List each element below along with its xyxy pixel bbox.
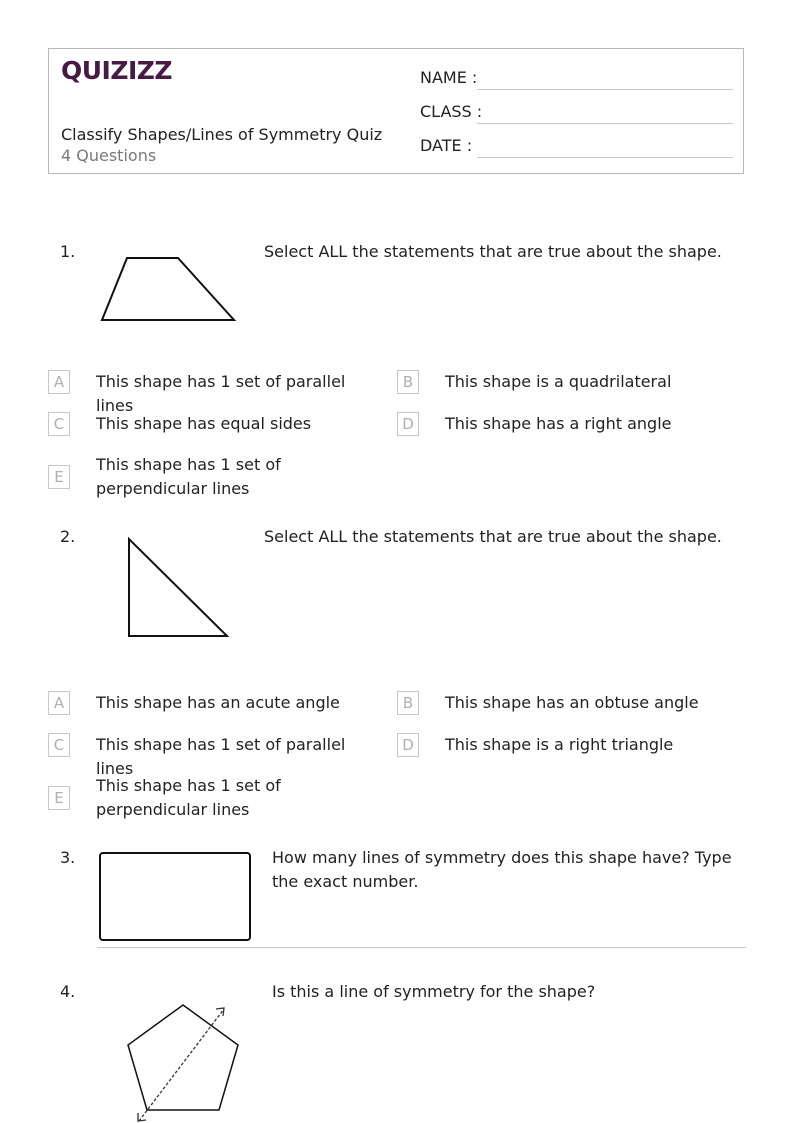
option-2e-box[interactable]: E: [48, 786, 70, 810]
quizizz-logo: QUIZIZZ: [61, 56, 173, 85]
option-2e-text: This shape has 1 set of perpendicular lines: [96, 776, 281, 819]
option-1b-box[interactable]: B: [397, 370, 419, 394]
option-1e-box[interactable]: E: [48, 465, 70, 489]
option-1b-text: This shape is a quadrilateral: [445, 372, 672, 391]
question-1-number: 1.: [60, 242, 76, 261]
option-2d-box[interactable]: D: [397, 733, 419, 757]
question-2-text: Select ALL the statements that are true about the shape.: [264, 527, 722, 546]
option-2d-text: This shape is a right triangle: [445, 735, 674, 754]
quiz-title: Classify Shapes/Lines of Symmetry Quiz: [61, 125, 383, 144]
question-4-text: Is this a line of symmetry for the shape?: [272, 982, 596, 1001]
option-1c-text: This shape has equal sides: [96, 414, 312, 433]
question-1-text: Select ALL the statements that are true about the shape.: [264, 242, 722, 261]
option-2c-box[interactable]: C: [48, 733, 70, 757]
question-2-number: 2.: [60, 527, 76, 546]
option-2b-text: This shape has an obtuse angle: [445, 693, 699, 712]
option-2b-box[interactable]: B: [397, 691, 419, 715]
right-triangle-icon: [125, 535, 233, 641]
option-2a-box[interactable]: A: [48, 691, 70, 715]
answer-line[interactable]: [97, 947, 746, 948]
question-4-number: 4.: [60, 982, 76, 1001]
name-label: NAME :: [420, 68, 478, 87]
trapezoid-icon: [98, 254, 238, 324]
option-1e-text: This shape has 1 set of perpendicular lines: [96, 455, 281, 498]
class-field[interactable]: [477, 123, 733, 124]
question-3-text: How many lines of symmetry does this shape have? Type the exact number.: [272, 848, 732, 891]
class-label: CLASS :: [420, 102, 483, 121]
option-1c-box[interactable]: C: [48, 412, 70, 436]
date-field[interactable]: [477, 157, 733, 158]
option-1a-text: This shape has 1 set of parallel lines: [96, 372, 346, 415]
question-3-number: 3.: [60, 848, 76, 867]
question-count: 4 Questions: [61, 146, 157, 165]
option-1a-box[interactable]: A: [48, 370, 70, 394]
option-2a-text: This shape has an acute angle: [96, 693, 340, 712]
pentagon-symmetry-icon: [124, 1000, 244, 1123]
option-2c-text: This shape has 1 set of parallel lines: [96, 735, 346, 778]
name-field[interactable]: [477, 89, 733, 90]
option-1d-text: This shape has a right angle: [445, 414, 672, 433]
rectangle-icon: [97, 850, 255, 944]
option-1d-box[interactable]: D: [397, 412, 419, 436]
date-label: DATE :: [420, 136, 473, 155]
